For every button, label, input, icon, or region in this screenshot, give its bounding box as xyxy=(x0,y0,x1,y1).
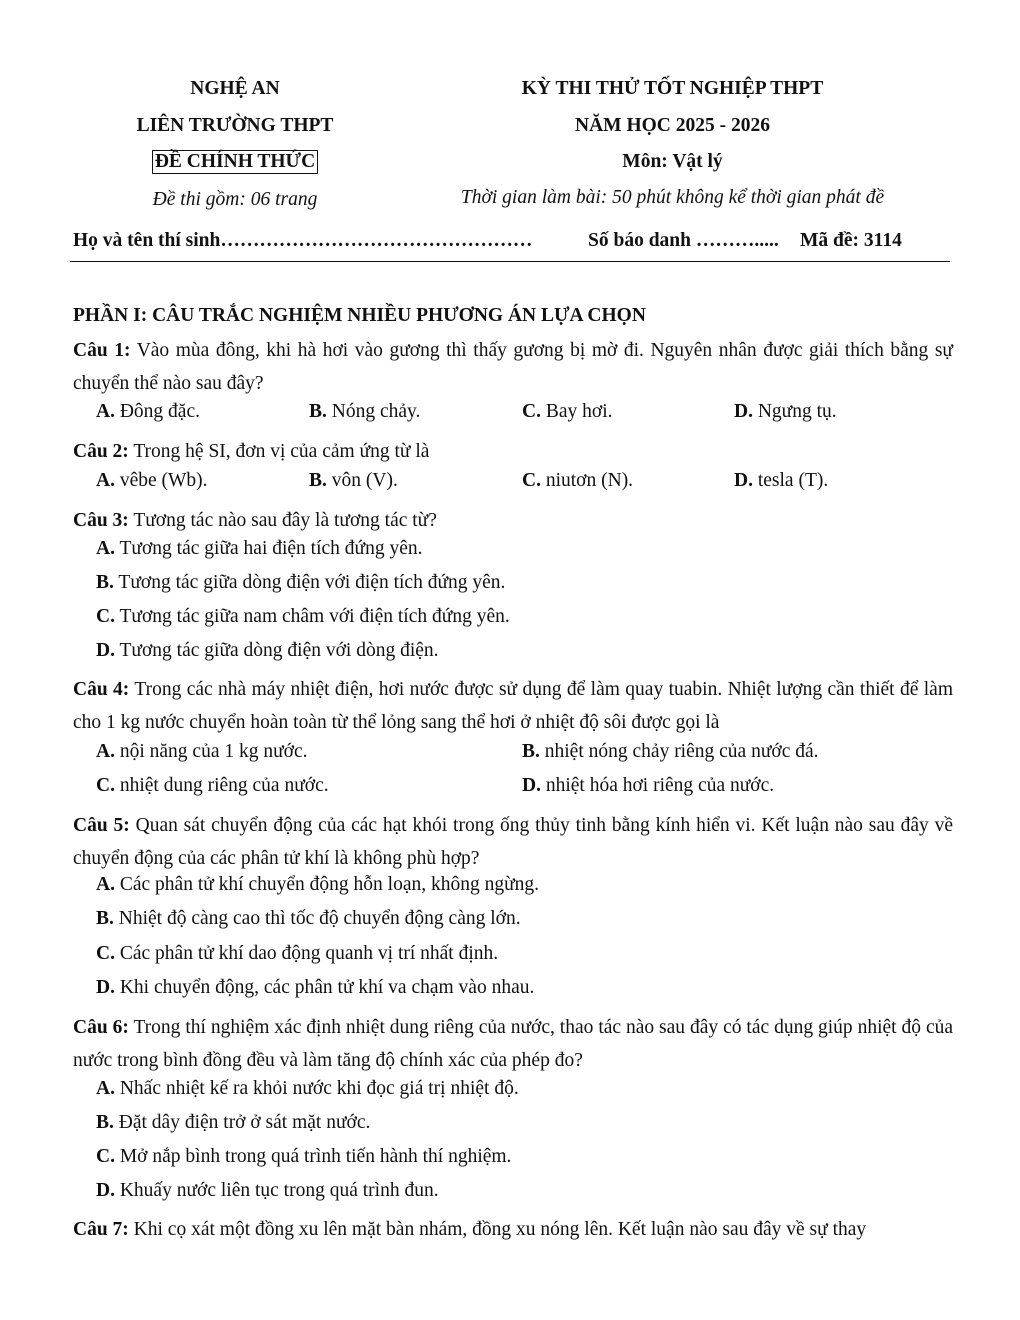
option-d[interactable]: D. nhiệt hóa hơi riêng của nước. xyxy=(522,775,775,796)
option-a[interactable]: A. Nhấc nhiệt kế ra khỏi nước khi đọc giá trị nhiệt độ. xyxy=(96,1078,519,1099)
header-divider xyxy=(70,261,950,262)
option-c[interactable]: C. Tương tác giữa nam châm với điện tích đứng yên. xyxy=(96,606,510,627)
question-6 xyxy=(73,1011,953,1077)
question-text: Trong các nhà máy nhiệt điện, hơi nước được sử dụng để làm quay tuabin. Nhiệt lượng cần thiết để làm cho 1 kg nước chuyển hoàn toàn từ thể lỏng sang thể hơi ở nhiệt độ sôi được gọi là xyxy=(73,679,954,733)
option-c[interactable]: C. Bay hơi. xyxy=(522,401,613,422)
option-d[interactable]: D. Ngưng tụ. xyxy=(734,401,837,422)
question-label: Câu 7: xyxy=(73,1219,129,1240)
section-title: PHẦN I: CÂU TRẮC NGHIỆM NHIỀU PHƯƠNG ÁN LỰA CHỌN xyxy=(73,305,646,326)
option-a[interactable]: A. Các phân tử khí chuyển động hỗn loạn, không ngừng. xyxy=(96,874,540,895)
options-row xyxy=(0,775,1020,808)
option-d[interactable]: D. Khuấy nước liên tục trong quá trình đun. xyxy=(96,1180,439,1201)
option-c[interactable]: C. niutơn (N). xyxy=(522,470,634,491)
exam-code: Mã đề: 3114 xyxy=(800,230,902,251)
option-c[interactable]: C. nhiệt dung riêng của nước. xyxy=(96,775,329,796)
question-label: Câu 3: xyxy=(73,510,129,531)
option-a[interactable]: A. nội năng của 1 kg nước. xyxy=(96,741,308,762)
question-label: Câu 2: xyxy=(73,441,129,462)
option-c[interactable]: C. Các phân tử khí dao động quanh vị trí nhất định. xyxy=(96,943,499,964)
option-d[interactable]: D. tesla (T). xyxy=(734,470,829,491)
question-label: Câu 5: xyxy=(73,815,130,836)
question-text: Trong hệ SI, đơn vị của cảm ứng từ là xyxy=(133,441,430,462)
exam-time: Thời gian làm bài: 50 phút không kể thời gian phát đề xyxy=(460,187,885,208)
province: NGHỆ AN xyxy=(190,78,280,99)
option-b[interactable]: B. Đặt dây điện trở ở sát mặt nước. xyxy=(96,1112,371,1133)
candidate-id-label: Số báo danh ………..... xyxy=(588,230,779,251)
question-1 xyxy=(73,334,953,400)
school-year: NĂM HỌC 2025 - 2026 xyxy=(575,115,770,136)
question-text: Khi cọ xát một đồng xu lên mặt bàn nhám, đồng xu nóng lên. Kết luận nào sau đây về sự thay xyxy=(133,1219,867,1240)
options-row xyxy=(0,470,1020,503)
option-a[interactable]: A. Đông đặc. xyxy=(96,401,200,422)
question-5 xyxy=(73,809,953,875)
question-text: Tương tác nào sau đây là tương tác từ? xyxy=(133,510,437,531)
option-b[interactable]: B. Tương tác giữa dòng điện với điện tích đứng yên. xyxy=(96,572,506,593)
question-text: Trong thí nghiệm xác định nhiệt dung riêng của nước, thao tác nào sau đây có tác dụng giúp nhiệt độ của nước trong bình đồng đều và làm tăng độ chính xác của phép đo? xyxy=(73,1017,954,1071)
candidate-name-label: Họ và tên thí sinh………………………………………… xyxy=(73,230,533,251)
question-label: Câu 4: xyxy=(73,679,130,700)
page-count: Đề thi gồm: 06 trang xyxy=(152,189,318,210)
subject: Môn: Vật lý xyxy=(622,151,723,172)
options-row xyxy=(0,401,1020,434)
official-label: ĐỀ CHÍNH THỨC xyxy=(152,150,318,174)
question-3 xyxy=(73,504,953,537)
question-text: Vào mùa đông, khi hà hơi vào gương thì thấy gương bị mờ đi. Nguyên nhân được giải thích bằng sự chuyển thể nào sau đây? xyxy=(73,340,953,394)
option-b[interactable]: B. nhiệt nóng chảy riêng của nước đá. xyxy=(522,741,819,762)
exam-title: KỲ THI THỬ TỐT NGHIỆP THPT xyxy=(521,78,824,99)
option-b[interactable]: B. Nóng chảy. xyxy=(309,401,421,422)
question-2 xyxy=(73,435,953,468)
option-d[interactable]: D. Khi chuyển động, các phân tử khí va chạm vào nhau. xyxy=(96,977,535,998)
option-a[interactable]: A. Tương tác giữa hai điện tích đứng yên. xyxy=(96,538,423,559)
option-b[interactable]: B. vôn (V). xyxy=(309,470,398,491)
question-7 xyxy=(73,1213,953,1246)
question-text: Quan sát chuyển động của các hạt khói trong ống thủy tinh bằng kính hiển vi. Kết luận nào sau đây về chuyển động của các phân tử khí là không phù hợp? xyxy=(73,815,954,869)
option-a[interactable]: A. vêbe (Wb). xyxy=(96,470,208,491)
question-label: Câu 6: xyxy=(73,1017,129,1038)
option-c[interactable]: C. Mở nắp bình trong quá trình tiến hành thí nghiệm. xyxy=(96,1146,512,1167)
option-d[interactable]: D. Tương tác giữa dòng điện với dòng điện. xyxy=(96,640,439,661)
official-badge xyxy=(70,150,400,174)
question-label: Câu 1: xyxy=(73,340,131,361)
options-row xyxy=(0,741,1020,774)
question-4 xyxy=(73,673,953,739)
option-b[interactable]: B. Nhiệt độ càng cao thì tốc độ chuyển động càng lớn. xyxy=(96,908,521,929)
school: LIÊN TRƯỜNG THPT xyxy=(136,115,334,136)
